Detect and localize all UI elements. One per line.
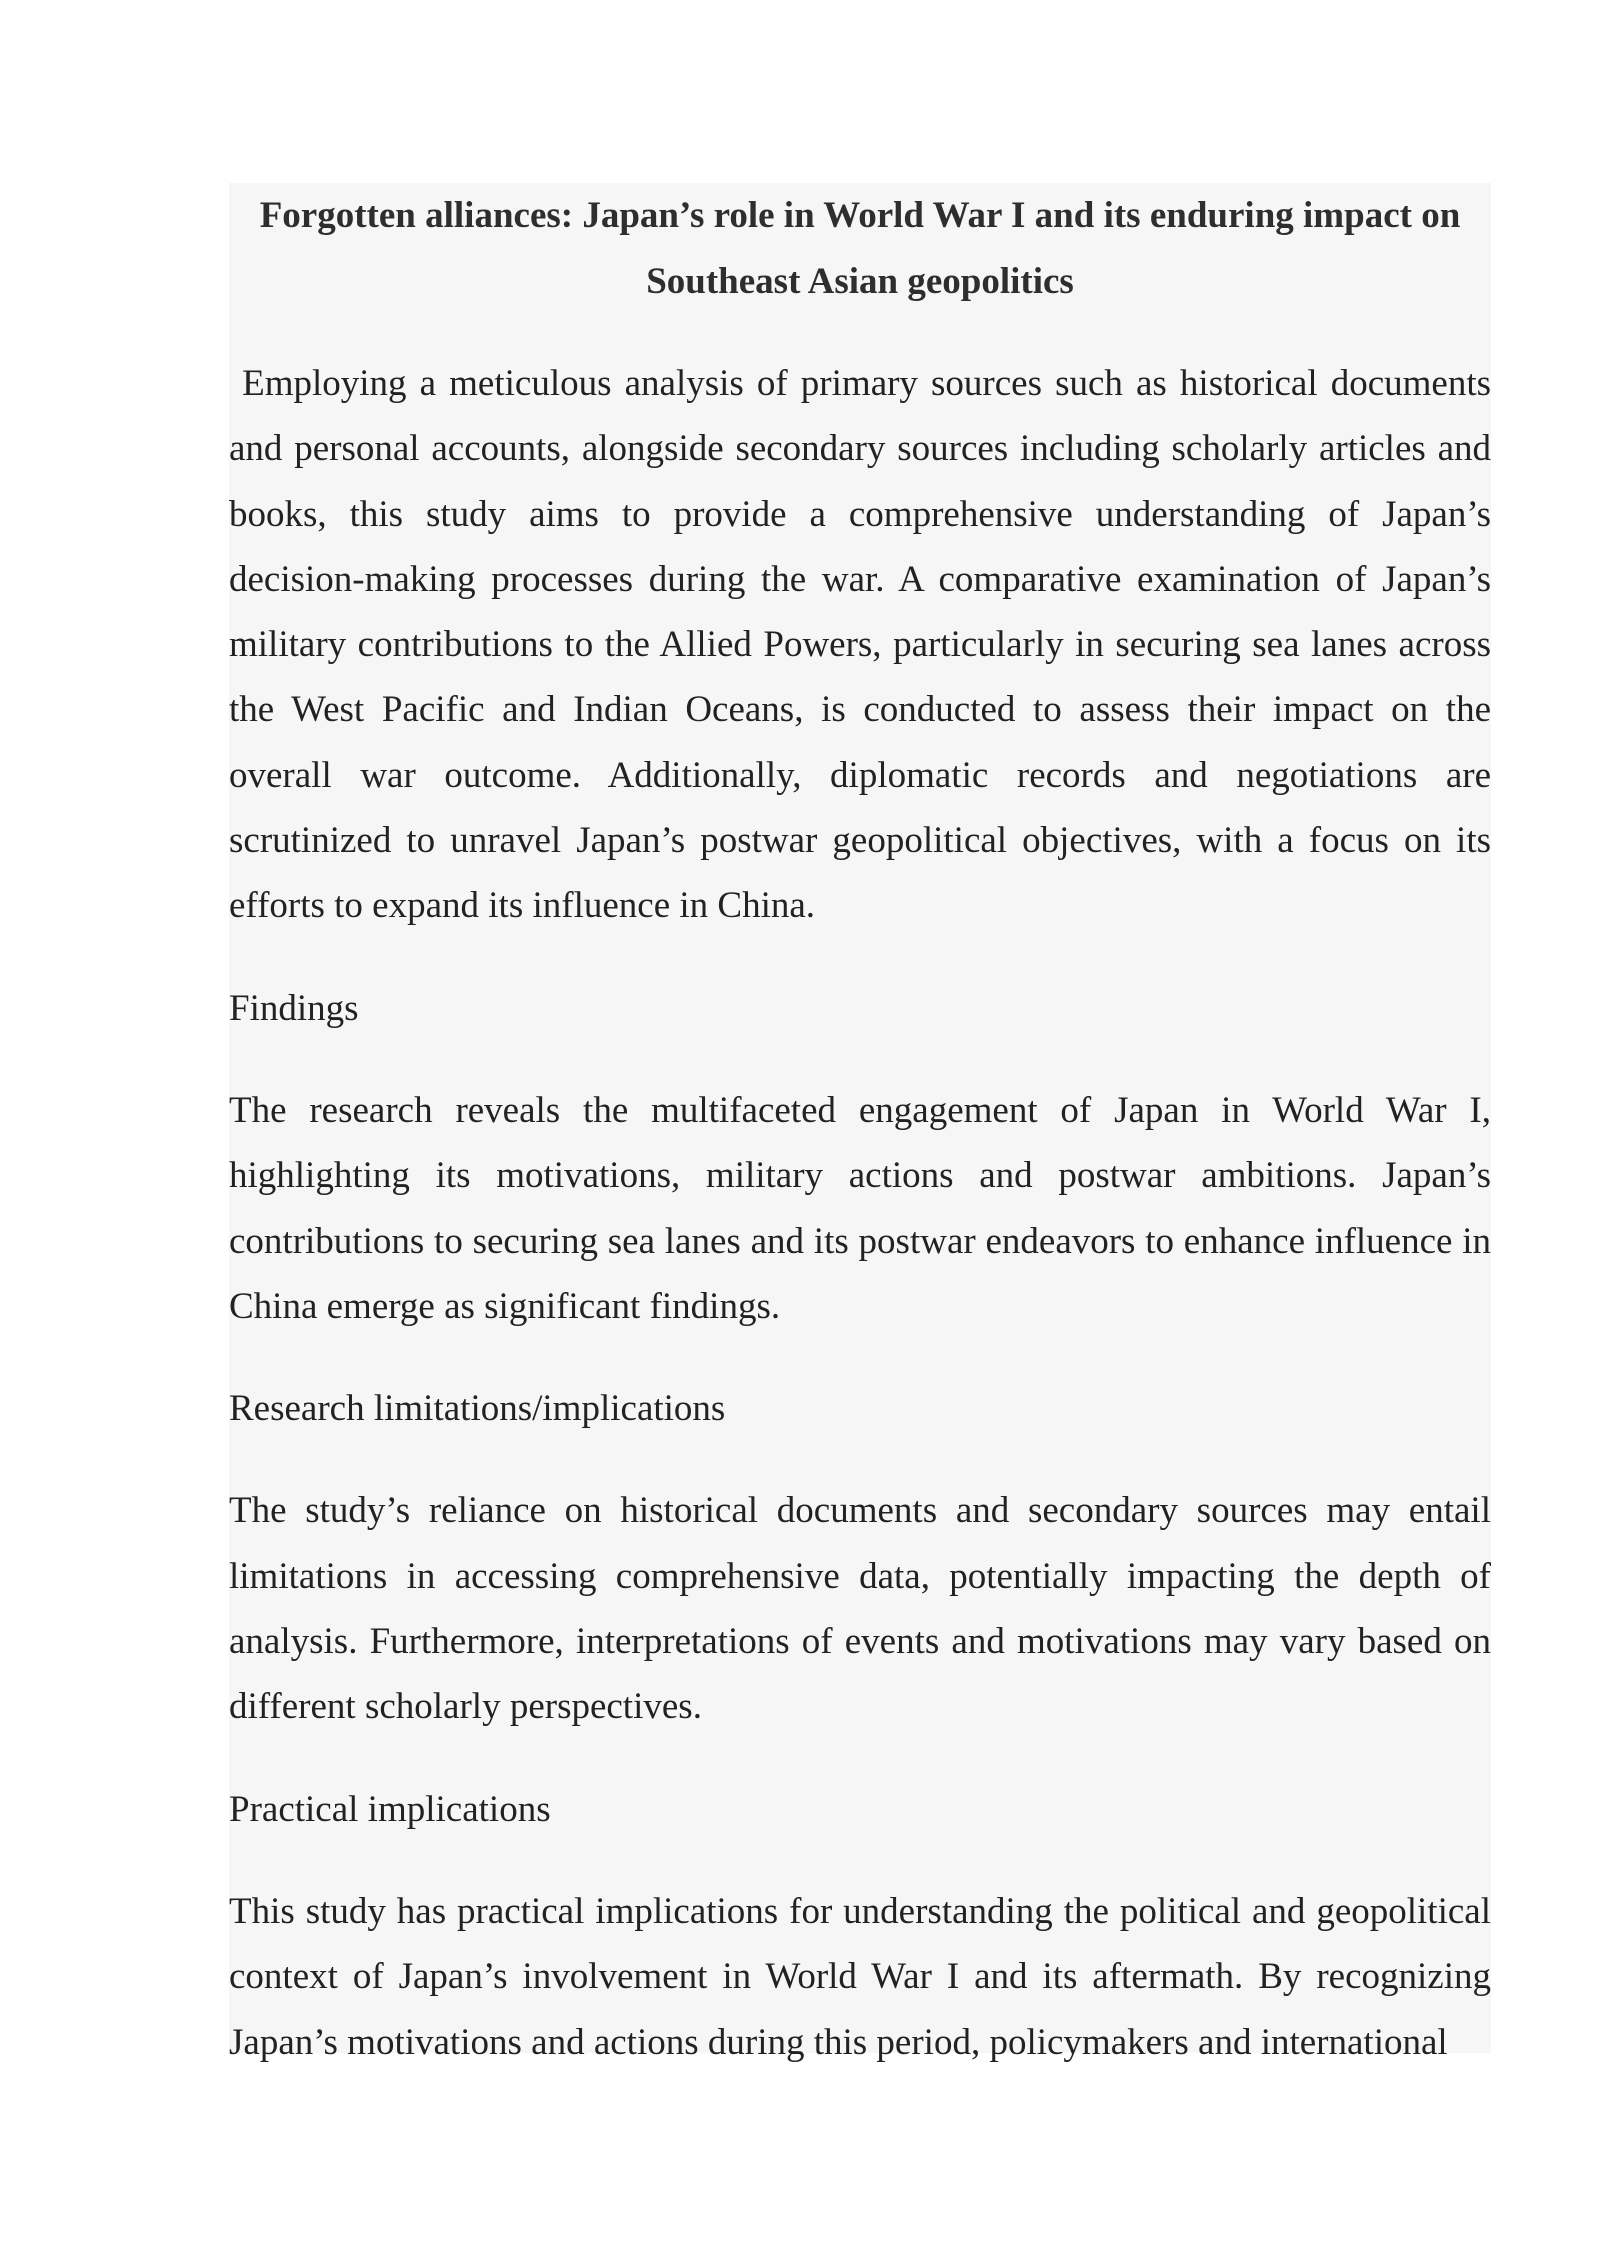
- document-title: Forgotten alliances: Japan’s role in World War I and its enduring impact on Southeast Asian geopolitics: [259, 195, 1461, 302]
- spacer: [229, 1740, 1491, 1777]
- spacer: [229, 939, 1491, 976]
- spacer: [229, 1339, 1491, 1376]
- practical-implications-heading: Practical implications: [229, 1788, 551, 1830]
- findings-heading: Findings: [229, 987, 359, 1029]
- spacer: [229, 315, 1491, 351]
- research-limitations-paragraph: The study’s reliance on historical documents and secondary sources may entail limitations in accessing comprehensive data, potentially impacting the depth of analysis. Furthermore, interpretations of events and motivations may vary based on different scholarly perspectives.: [229, 1490, 1491, 1728]
- methodology-paragraph: Employing a meticulous analysis of primary sources such as historical documents and personal accounts, alongside secondary sources including scholarly articles and books, this study aims to provide a comprehensive understanding of Japan’s decision-making processes during the war. A comparative examination of Japan’s military contributions to the Allied Powers, particularly in securing sea lanes across the West Pacific and Indian Oceans, is conducted to assess their impact on the overall war outcome. Additionally, diplomatic records and negotiations are scrutinized to unravel Japan’s postwar geopolitical objectives, with a focus on its efforts to expand its influence in China.: [229, 363, 1491, 927]
- document-content: [229, 183, 1491, 2063]
- spacer: [229, 1441, 1491, 1478]
- spacer: [229, 1842, 1491, 1879]
- spacer: [229, 1041, 1491, 1078]
- research-limitations-heading: Research limitations/implications: [229, 1388, 726, 1430]
- findings-paragraph: The research reveals the multifaceted engagement of Japan in World War I, highlighting its motivations, military actions and postwar ambitions. Japan’s contributions to securing sea lanes and its postwar endeavors to enhance influence in China emerge as significant findings.: [229, 1089, 1491, 1327]
- practical-implications-paragraph: This study has practical implications for understanding the political and geopolitical context of Japan’s involvement in World War I and its aftermath. By recognizing Japan’s motivations and actions during this period, policymakers and international: [229, 1890, 1491, 2063]
